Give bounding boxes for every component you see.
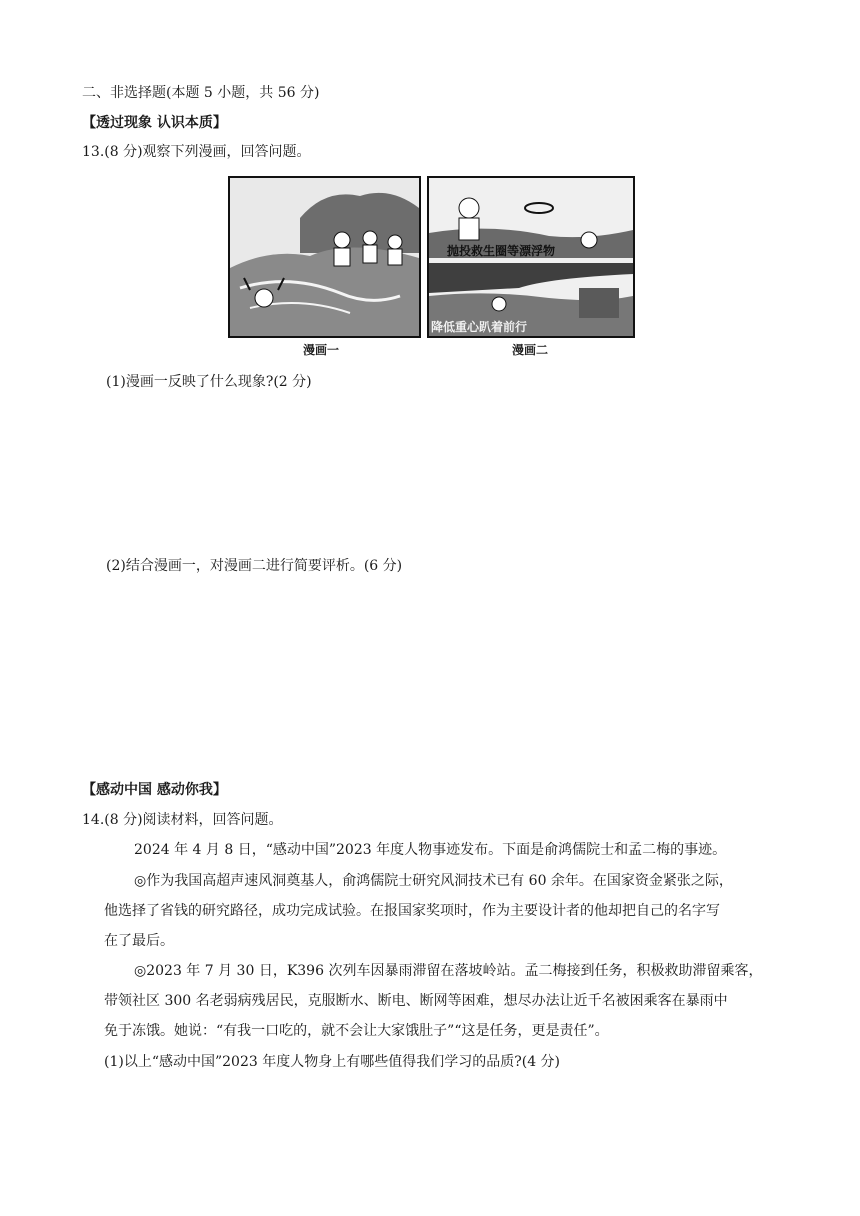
part1-heading: 【透过现象 认识本质】 [82,115,227,131]
q13-sub1: (1)漫画一反映了什么现象?(2 分) [106,374,312,390]
q14-paragraph-2-line-2: 他选择了省钱的研究路径，成功完成试验。在报国家奖项时，作为主要设计者的他却把自己的名字写 [104,903,720,919]
q14-paragraph-2-line-1: ◎作为我国高超声速风洞奠基人，俞鸿儒院士研究风洞技术已有 60 余年。在国家资金紧张之际， [134,873,733,889]
comic-one-drawing [230,178,419,336]
q13-sub2: (2)结合漫画一，对漫画二进行简要评析。(6 分) [106,558,403,574]
q13-stem: 13.(8 分)观察下列漫画，回答问题。 [82,144,311,160]
section-title: 二、非选择题(本题 5 小题，共 56 分) [82,85,320,101]
q14-paragraph-3-line-1: ◎2023 年 7 月 30 日，K396 次列车因暴雨滞留在落坡岭站。孟二梅接到任务，积极救助滞留乘客， [134,963,763,979]
q14-paragraph-1: 2024 年 4 月 8 日，“感动中国”2023 年度人物事迹发布。下面是俞鸿儒院士和孟二梅的事迹。 [134,842,727,858]
comic-one-caption: 漫画一 [303,343,340,357]
comic-two-caption: 漫画二 [512,343,549,357]
q14-sub1: (1)以上“感动中国”2023 年度人物身上有哪些值得我们学习的品质?(4 分) [104,1054,561,1070]
q14-stem: 14.(8 分)阅读材料，回答问题。 [82,812,283,828]
comic-one [228,176,421,338]
q14-paragraph-3-line-3: 免于冻饿。她说：“有我一口吃的，就不会让大家饿肚子”“这是任务，更是责任”。 [104,1023,609,1039]
part2-heading: 【感动中国 感动你我】 [82,782,227,798]
comic-two-caption-bottom: 降低重心趴着前行 [431,320,528,334]
q14-paragraph-2-line-3: 在了最后。 [104,933,174,949]
comic-two [427,176,635,338]
comic-two-caption-top: 抛投救生圈等漂浮物 [447,244,556,258]
q14-paragraph-3-line-2: 带领社区 300 名老弱病残居民，克服断水、断电、断网等困难，想尽办法让近千名被困乘客在暴雨中 [104,993,728,1009]
